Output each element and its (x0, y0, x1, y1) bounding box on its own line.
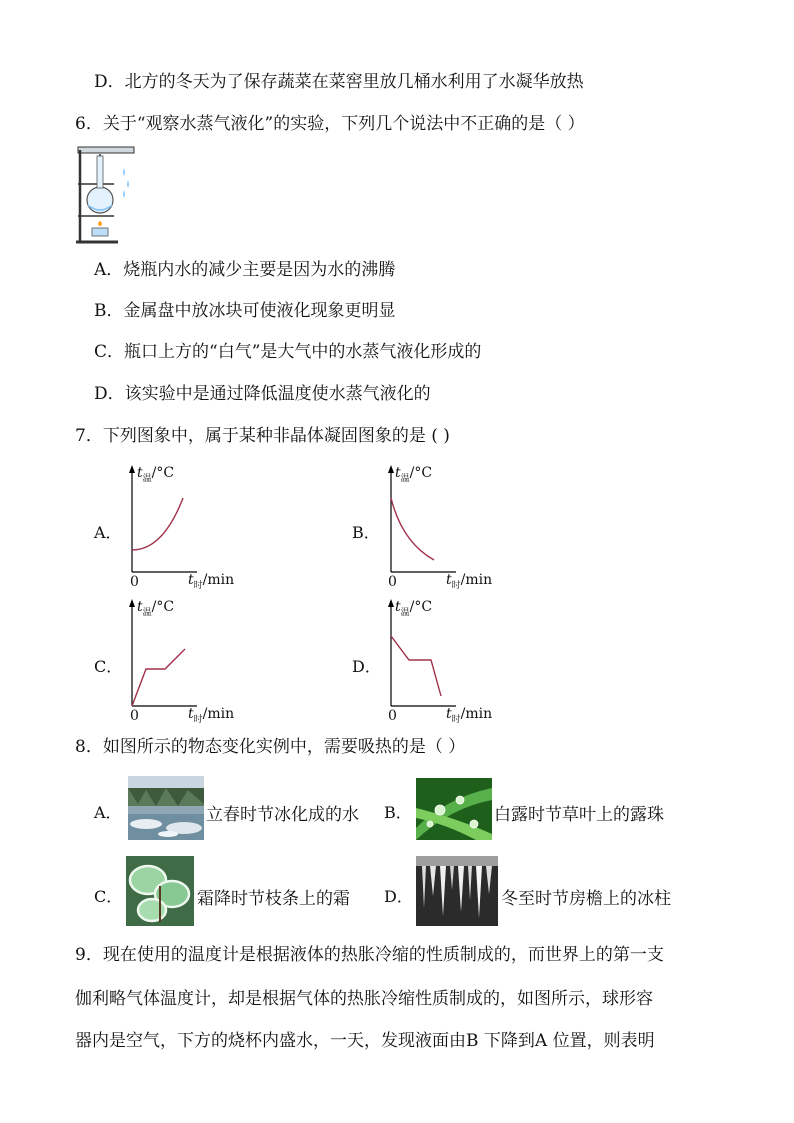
q8-option-c-caption: 霜降时节枝条上的霜 (197, 889, 350, 909)
q7-option-d-label: D． (352, 657, 381, 676)
q7-a-x-unit: /min (202, 572, 235, 588)
q6-stem: 6．关于“观察水蒸气液化”的实验，下列几个说法中不正确的是（ ） (75, 114, 585, 134)
dew-on-grass-image (416, 778, 492, 840)
q7-b-y-t: t (395, 465, 401, 481)
liquefaction-apparatus-image (74, 144, 138, 244)
q7-d-y-unit: /°C (409, 599, 433, 615)
icicles-image (416, 856, 498, 926)
q7-c-x-sub: 时 (193, 714, 203, 725)
q7-c-y-sub: 温 (142, 607, 152, 618)
q6-option-c: C．瓶口上方的“白气”是大气中的水蒸气液化形成的 (94, 342, 482, 362)
q7-a-x-sub: 时 (193, 580, 203, 591)
q7-b-origin: 0 (388, 574, 397, 590)
q7-d-y-sub: 温 (400, 607, 410, 618)
q7-a-origin: 0 (130, 574, 139, 590)
q9-line-2: 伽利略气体温度计，却是根据气体的热胀冷缩性质制成的，如图所示，球形容 (75, 989, 653, 1009)
melting-ice-river-image (128, 776, 204, 840)
q7-c-y-t: t (137, 599, 143, 615)
q7-d-x-t: t (446, 706, 452, 722)
q8-option-d-label: D． (384, 887, 413, 906)
q8-option-b-label: B． (384, 803, 412, 822)
q7-b-y-sub: 温 (400, 473, 410, 484)
frost-on-leaves-image (126, 856, 194, 926)
q7-b-y-unit: /°C (409, 465, 433, 481)
q7-option-a-label: A． (94, 523, 122, 542)
q7-d-y-t: t (395, 599, 401, 615)
q7-d-origin: 0 (388, 708, 397, 724)
q7-d-x-unit: /min (460, 706, 493, 722)
q7-a-y-t: t (137, 465, 143, 481)
q7-b-x-sub: 时 (451, 580, 461, 591)
q7-c-origin: 0 (130, 708, 139, 724)
q7-option-b-label: B． (352, 523, 380, 542)
q9-line-3: 器内是空气，下方的烧杯内盛水，一天，发现液面由B 下降到A 位置，则表明 (75, 1031, 655, 1051)
q6-option-b: B．金属盘中放冰块可使液化现象更明显 (94, 301, 396, 321)
q7-a-y-sub: 温 (142, 473, 152, 484)
q7-a-x-t: t (188, 572, 194, 588)
q7-b-x-t: t (446, 572, 452, 588)
q6-option-a: A．烧瓶内水的减少主要是因为水的沸腾 (94, 260, 396, 280)
q7-a-y-unit: /°C (151, 465, 175, 481)
q8-option-c-label: C． (94, 887, 123, 906)
q7-c-x-t: t (188, 706, 194, 722)
q5-option-d: D．北方的冬天为了保存蔬菜在菜窖里放几桶水利用了水凝华放热 (94, 72, 584, 92)
q7-c-y-unit: /°C (151, 599, 175, 615)
q8-option-b-caption: 白露时节草叶上的露珠 (494, 805, 664, 825)
q6-option-d: D．该实验中是通过降低温度使水蒸气液化的 (94, 384, 431, 404)
q7-c-x-unit: /min (202, 706, 235, 722)
q8-option-a-label: A． (94, 803, 122, 822)
q8-option-a-caption: 立春时节冰化成的水 (206, 805, 359, 825)
q9-line-1: 9．现在使用的温度计是根据液体的热胀冷缩的性质制成的，而世界上的第一支 (75, 945, 664, 965)
q7-option-c-label: C． (94, 657, 123, 676)
q7-b-x-unit: /min (460, 572, 493, 588)
q8-stem: 8．如图所示的物态变化实例中，需要吸热的是（ ） (75, 737, 466, 757)
q7-d-x-sub: 时 (451, 714, 461, 725)
q8-option-d-caption: 冬至时节房檐上的冰柱 (501, 889, 671, 909)
q7-stem: 7．下列图象中，属于某种非晶体凝固图象的是 ( ) (75, 426, 450, 446)
